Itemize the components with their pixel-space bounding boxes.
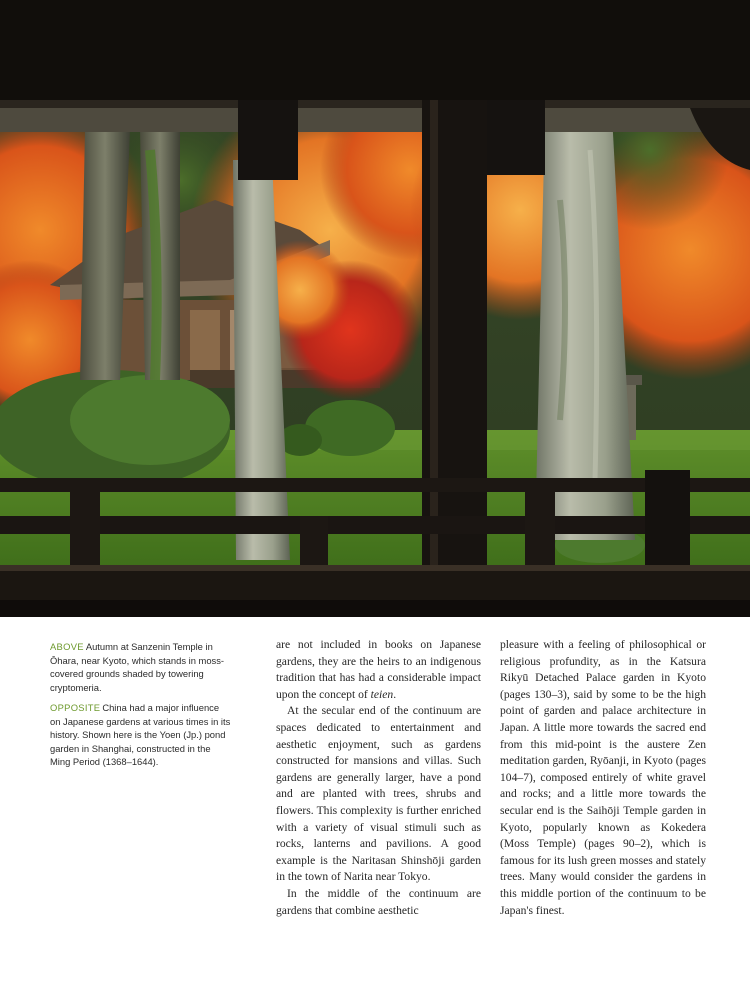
caption-above-label: ABOVE <box>50 641 84 652</box>
body-column-right <box>500 637 706 919</box>
body-paragraph: In the middle of the continuum are gardens that combine aesthetic <box>276 886 481 917</box>
caption-opposite-label: OPPOSITE <box>50 702 101 713</box>
body-column-middle <box>276 637 481 919</box>
body-text: . <box>393 687 397 701</box>
body-italic-term: teien <box>370 687 394 701</box>
caption-opposite <box>50 701 232 769</box>
caption-opposite-text: China had a major influence on Japanese gardens at various times in its history. Shown here is the Yoen (Jp.) pond garden in Shanghai, constructed in the Ming Period (1368–1644). <box>50 702 231 768</box>
caption-above-text: Autumn at Sanzenin Temple in Ōhara, near Kyoto, which stands in moss-covered grounds shaded by towering cryptomeria. <box>50 641 225 693</box>
body-paragraph: At the secular end of the continuum are spaces dedicated to entertainment and aesthetic enjoyment, such as gardens constructed for mansions and villas. Such gardens are generally larger, have a pond and are planted with trees, shrubs and flowers. This complexity is further enriched with a variety of visual stimuli such as rocks, lanterns and pavilions. A good example is the Naritasan Shinshōji garden in the town of Narita near Tokyo. <box>276 704 481 884</box>
body-paragraph: pleasure with a feeling of philosophical or religious profundity, as in the Katsura Rikyū Detached Palace garden in Kyoto (pages 130–3), said by some to be the high point of garden and palace architecture in Japan. A little more towards the sacred end from this mid-point is the austere Zen meditation garden, Ryōanji, in Kyoto (pages 104–7), composed entirely of white gravel and rocks; and a little more towards the secular end is the Saihōji Temple garden in Kyoto, popularly known as Kokedera (Moss Temple) (pages 90–2), which is famous for its lush green mosses and stately trees. Many would consider the gardens in this middle portion of the continuum to be Japan's finest. <box>500 638 706 917</box>
body-text: are not included in books on Japanese gardens, they are the heirs to an indigenous tradition that has had a considerable impact upon the concept of <box>276 638 481 701</box>
body-paragraph <box>276 637 481 703</box>
caption-above <box>50 640 232 694</box>
